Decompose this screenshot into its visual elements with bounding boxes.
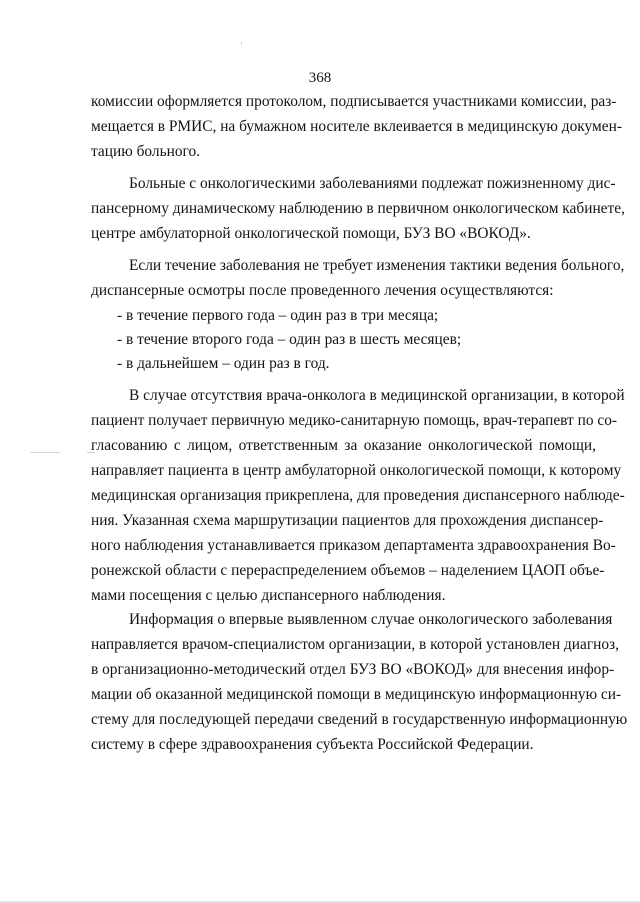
text-line: систему в сфере здравоохранения субъекта Российской Федерации. (91, 736, 534, 753)
list-item: - в течение второго года – один раз в шесть месяцев; (117, 331, 462, 348)
text-line: тацию больного. (91, 143, 200, 160)
page-number: 368 (308, 70, 332, 86)
text-line: пансерному динамическому наблюдению в первичном онкологическом кабинете, (91, 200, 625, 217)
text-line: в организационно-методический отдел БУЗ ВО «ВОКОД» для внесения инфор- (91, 661, 615, 678)
text-line: комиссии оформляется протоколом, подписывается участниками комиссии, раз- (91, 93, 617, 110)
text-line: пациент получает первичную медико-санитарную помощь, врач-терапевт по со- (91, 412, 618, 429)
text-line: диспансерные осмотры после проведенного лечения осуществляются: (91, 282, 554, 299)
text-line: мещается в РМИС, на бумажном носителе вклеивается в медицинскую докумен- (91, 118, 622, 135)
text-line: Больные с онкологическими заболеваниями подлежат пожизненному дис- (129, 175, 616, 192)
text-line: направляет пациента в центр амбулаторной онкологической помощи, к которому (91, 462, 622, 479)
text-line: ного наблюдения устанавливается приказом департамента здравоохранения Во- (91, 537, 616, 554)
text-line: направляется врачом-специалистом организации, в которой установлен диагноз, (91, 636, 619, 653)
text-line: мации об оказанной медицинской помощи в медицинскую информационную си- (91, 686, 622, 703)
list-item: - в течение первого года – один раз в три месяца; (117, 307, 439, 324)
text-line: Если течение заболевания не требует изменения тактики ведения больного, (129, 257, 625, 274)
scan-mark (30, 452, 60, 453)
text-line: гласованию с лицом, ответственным за оказание онкологической помощи, (91, 437, 596, 454)
scan-mark (241, 42, 242, 45)
text-line: ронежской области с перераспределением объемов – наделением ЦАОП объе- (91, 562, 605, 579)
text-line: ния. Указанная схема маршрутизации пациентов для прохождения диспансер- (91, 512, 604, 529)
text-line: стему для последующей передачи сведений в государственную информационную (91, 711, 628, 728)
text-line: В случае отсутствия врача-онколога в медицинской организации, в которой (129, 387, 625, 404)
text-line: центре амбулаторной онкологической помощи, БУЗ ВО «ВОКОД». (91, 225, 531, 242)
list-item: - в дальнейшем – один раз в год. (117, 355, 330, 372)
text-line: мами посещения с целью диспансерного наблюдения. (91, 587, 446, 604)
text-line: Информация о впервые выявленном случае онкологического заболевания (129, 611, 613, 628)
text-line: медицинская организация прикреплена, для проведения диспансерного наблюде- (91, 487, 625, 504)
